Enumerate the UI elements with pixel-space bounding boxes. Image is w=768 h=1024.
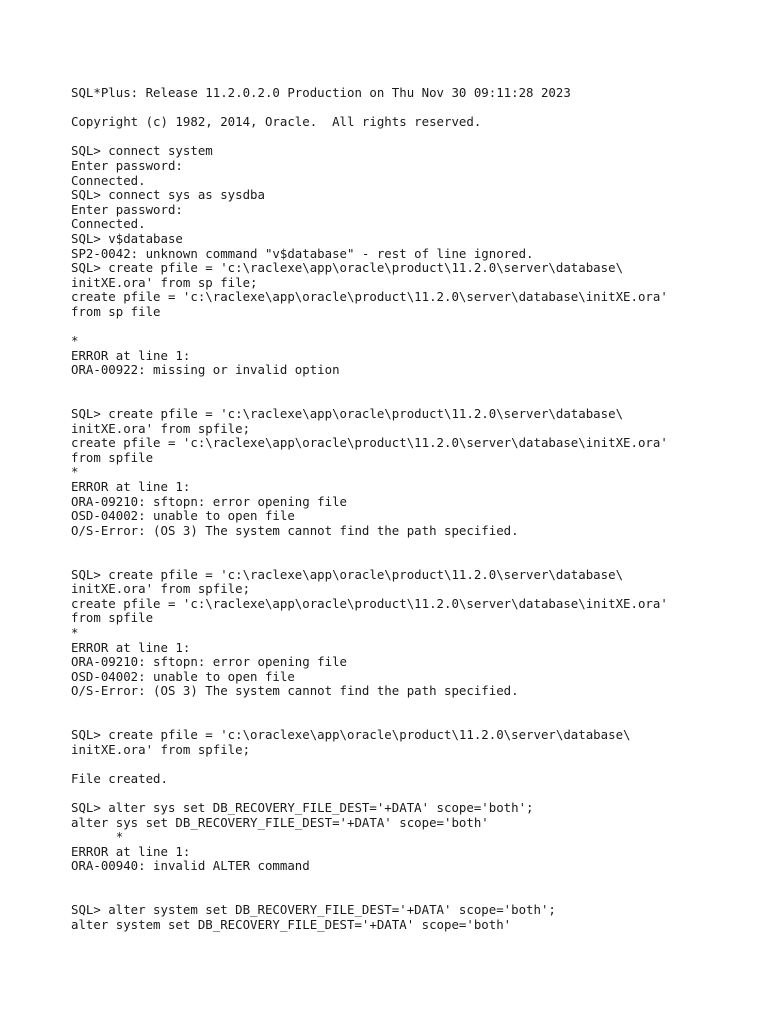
transcript-line: ERROR at line 1: xyxy=(71,843,191,859)
transcript-line: SQL> alter sys set DB_RECOVERY_FILE_DEST='+DATA' scope='both'; xyxy=(71,800,534,816)
transcript-line xyxy=(71,101,668,116)
transcript-line: Copyright (c) 1982, 2014, Oracle. All rights reserved. xyxy=(71,114,482,130)
transcript-line: SQL> create pfile = 'c:\raclexe\app\oracle\product\11.2.0\server\database\ xyxy=(71,260,624,276)
transcript-line xyxy=(71,553,668,568)
transcript-line: ORA-00940: invalid ALTER command xyxy=(71,858,310,874)
transcript-line xyxy=(71,699,668,714)
transcript-line: File created. xyxy=(71,770,168,786)
transcript-line xyxy=(71,378,668,393)
transcript-line: O/S-Error: (OS 3) The system cannot find the path specified. xyxy=(71,522,519,538)
transcript-line: alter sys set DB_RECOVERY_FILE_DEST='+DATA' scope='both' xyxy=(71,814,489,830)
transcript-line: create pfile = 'c:\raclexe\app\oracle\product\11.2.0\server\database\initXE.ora' xyxy=(71,595,668,611)
transcript-line xyxy=(71,392,668,407)
transcript-line: OSD-04002: unable to open file xyxy=(71,668,295,684)
transcript-line: from spfile xyxy=(71,449,154,465)
transcript-line: SQL> create pfile = 'c:\raclexe\app\oracle\product\11.2.0\server\database\ xyxy=(71,566,624,582)
transcript-line: from spfile xyxy=(71,610,154,626)
transcript-line: * xyxy=(71,464,79,480)
transcript-line: ERROR at line 1: xyxy=(71,639,191,655)
transcript-line: SQL> alter system set DB_RECOVERY_FILE_DEST='+DATA' scope='both'; xyxy=(71,902,556,918)
transcript-line: Connected. xyxy=(71,216,146,232)
transcript-line: initXE.ora' from spfile; xyxy=(71,420,251,436)
transcript-line: ERROR at line 1: xyxy=(71,479,191,495)
transcript-line: initXE.ora' from sp file; xyxy=(71,274,258,290)
transcript-line: ORA-00922: missing or invalid option xyxy=(71,362,340,378)
transcript-line xyxy=(71,538,668,553)
transcript-line: initXE.ora' from spfile; xyxy=(71,741,251,757)
transcript-line xyxy=(71,874,668,889)
transcript-line: from sp file xyxy=(71,303,161,319)
transcript-line: ORA-09210: sftopn: error opening file xyxy=(71,654,348,670)
transcript-line xyxy=(71,130,668,145)
transcript-line: create pfile = 'c:\raclexe\app\oracle\product\11.2.0\server\database\initXE.ora' xyxy=(71,289,668,305)
transcript-line: Enter password: xyxy=(71,201,183,217)
transcript-line: initXE.ora' from spfile; xyxy=(71,581,251,597)
transcript-line xyxy=(71,714,668,729)
transcript-line: OSD-04002: unable to open file xyxy=(71,508,295,524)
transcript-line: alter system set DB_RECOVERY_FILE_DEST='+DATA' scope='both' xyxy=(71,916,512,932)
transcript-line: Connected. xyxy=(71,172,146,188)
transcript-line: SQL> connect sys as sysdba xyxy=(71,187,265,203)
transcript-line: SP2-0042: unknown command "v$database" - rest of line ignored. xyxy=(71,245,534,261)
transcript-line xyxy=(71,889,668,904)
transcript-line: SQL> create pfile = 'c:\oraclexe\app\oracle\product\11.2.0\server\database\ xyxy=(71,727,631,743)
transcript-line xyxy=(71,757,668,772)
transcript-line: * xyxy=(71,333,79,349)
transcript-line: create pfile = 'c:\raclexe\app\oracle\product\11.2.0\server\database\initXE.ora' xyxy=(71,435,668,451)
transcript-line: * xyxy=(71,829,124,845)
transcript-line: * xyxy=(71,624,79,640)
transcript-line: SQL> connect system xyxy=(71,143,213,159)
transcript-line: SQL*Plus: Release 11.2.0.2.0 Production on Thu Nov 30 09:11:28 2023 xyxy=(71,85,571,100)
sqlplus-transcript xyxy=(71,86,668,932)
transcript-line: O/S-Error: (OS 3) The system cannot find the path specified. xyxy=(71,683,519,699)
transcript-line xyxy=(71,320,668,335)
transcript-line: ORA-09210: sftopn: error opening file xyxy=(71,493,348,509)
transcript-line: ERROR at line 1: xyxy=(71,347,191,363)
transcript-line: SQL> v$database xyxy=(71,230,183,246)
transcript-line xyxy=(71,787,668,802)
transcript-line: SQL> create pfile = 'c:\raclexe\app\oracle\product\11.2.0\server\database\ xyxy=(71,406,624,422)
transcript-line: Enter password: xyxy=(71,157,183,173)
